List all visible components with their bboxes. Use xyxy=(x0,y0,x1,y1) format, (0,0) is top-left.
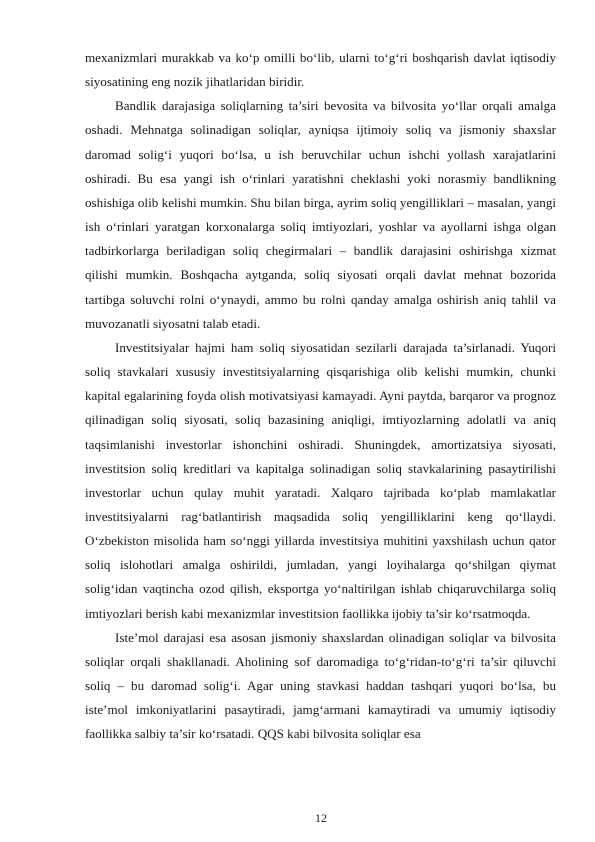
paragraph-continuation: mexanizmlari murakkab va ko‘p omilli bo‘lib, ularni to‘g‘ri boshqarish davlat iqtisodiy siyosatining eng nozik jihatlaridan biridir. xyxy=(85,50,556,90)
paragraph-consumption: Iste’mol darajasi esa asosan jismoniy shaxslardan olinadigan soliqlar va bilvosita soliqlar orqali shakllanadi. Aholining sof daromadiga to‘g‘ridan-to‘g‘ri ta’sir qiluvchi soliq – bu daromad solig‘i. Agar uning stavkasi haddan tashqari yuqori bo‘lsa, bu iste’mol imkoniyatlarini pasaytiradi, jamg‘armani kamaytiradi va umumiy iqtisodiy faollikka salbiy ta’sir ko‘rsatadi. QQS kabi bilvosita soliqlar esa xyxy=(85,629,556,742)
page-body xyxy=(85,46,556,747)
page-number: 12 xyxy=(315,811,327,825)
paragraph-investment: Investitsiyalar hajmi ham soliq siyosatidan sezilarli darajada ta’sirlanadi. Yuqori soliq stavkalari xususiy investitsiyalarning qisqarishiga olib kelishi mumkin, chunki kapital egalarining foyda olish motivatsiyasi kamayadi. Ayni paytda, barqaror va prognoz qilinadigan soliq siyosati, soliq bazasining aniqligi, imtiyozlarning adolatli va aniq taqsimlanishi investorlar ishonchini oshiradi. Shuningdek, amortizatsiya siyosati, investitsion soliq kreditlari va kapitalga solinadigan soliq stavkalarining pasaytirilishi investorlar uchun qulay muhit yaratadi. Xalqaro tajribada ko‘plab mamlakatlar investitsiyalarni rag‘batlantirish maqsadida soliq yengilliklarini keng qo‘llaydi. O‘zbekiston misolida ham so‘nggi yillarda investitsiya muhitini yaxshilash uchun qator soliq islohotlari amalga oshirildi, jumladan, yangi loyihalarga qo‘shilgan qiymat solig‘idan vaqtincha ozod qilish, eksportga yo‘naltirilgan ishlab chiqaruvchilarga soliq imtiyozlari berish kabi mexanizmlar investitsion faollikka ijobiy ta’sir ko‘rsatmoqda. xyxy=(85,339,556,621)
paragraph-employment: Bandlik darajasiga soliqlarning ta’siri bevosita va bilvosita yo‘llar orqali amalga oshadi. Mehnatga solinadigan soliqlar, ayniqsa ijtimoiy soliq va jismoniy shaxslar daromad solig‘i yuqori bo‘lsa, u ish beruvchilar uchun ishchi yollash xarajatlarini oshiradi. Bu esa yangi ish o‘rinlari yaratishni cheklashi yoki norasmiy bandlikning oshishiga olib kelishi mumkin. Shu bilan birga, ayrim soliq yengilliklari – masalan, yangi ish o‘rinlari yaratgan korxonalarga soliq imtiyozlari, yoshlar va ayollarni ishga olgan tadbirkorlarga beriladigan soliq chegirmalari – bandlik darajasini oshirishga xizmat qilishi mumkin. Boshqacha aytganda, soliq siyosati orqali davlat mehnat bozorida tartibga soluvchi rolni o‘ynaydi, ammo bu rolni qanday amalga oshirish aniq tahlil va muvozanatli siyosatni talab etadi. xyxy=(85,98,556,331)
